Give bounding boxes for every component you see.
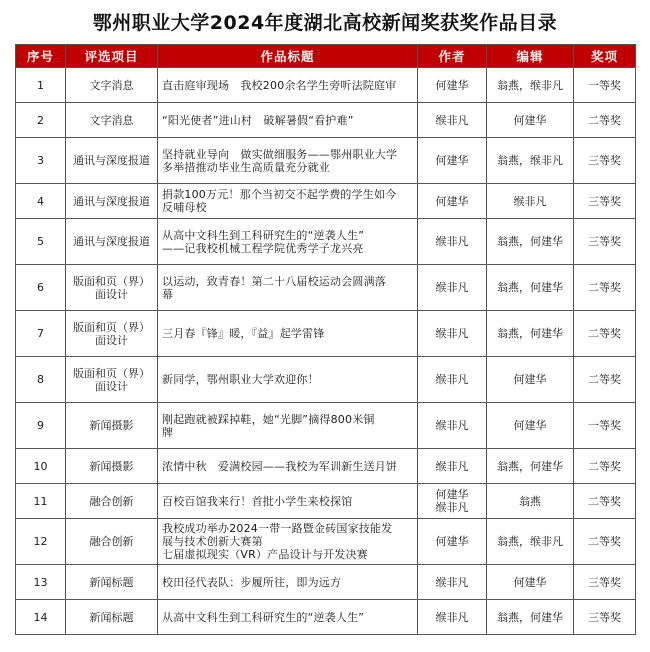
table-row	[16, 311, 636, 357]
cell-author	[418, 138, 487, 184]
table-row	[16, 265, 636, 311]
cell-author	[418, 219, 487, 265]
table-row	[16, 600, 636, 635]
cell-category-line: 通讯与深度报道	[73, 235, 150, 248]
cell-work-title-line: 从高中文科生到工科研究生的“逆袭人生”	[162, 610, 365, 624]
cell-editor	[487, 138, 574, 184]
cell-seq: 6	[16, 265, 66, 311]
table-row	[16, 357, 636, 403]
cell-work-title-line: 展与技术创新大赛第	[162, 535, 263, 548]
cell-author	[418, 311, 487, 357]
cell-work-title-line: 百校百馆我来行！首批小学生来校探馆	[162, 494, 353, 508]
cell-category-line: 版面和页（界）	[73, 320, 150, 334]
cell-award: 二等奖	[574, 449, 636, 484]
cell-category-line: 新闻标题	[89, 610, 134, 624]
cell-category	[66, 600, 158, 635]
cell-award: 二等奖	[574, 357, 636, 403]
cell-seq: 3	[16, 138, 66, 184]
header-award: 奖项	[574, 45, 636, 68]
cell-work-title-line: 新同学，鄂州职业大学欢迎你！	[162, 373, 319, 386]
cell-author-line: 缑非凡	[435, 459, 469, 473]
cell-author	[418, 265, 487, 311]
cell-author	[418, 403, 487, 449]
cell-author	[418, 565, 487, 600]
cell-category-line: 新闻标题	[89, 575, 134, 589]
cell-author	[418, 68, 487, 103]
cell-category	[66, 519, 158, 565]
cell-editor	[487, 519, 574, 565]
cell-category-line: 面设计	[95, 379, 128, 393]
table-body	[16, 68, 636, 635]
cell-category	[66, 357, 158, 403]
table-row	[16, 519, 636, 565]
cell-work-title	[158, 219, 418, 265]
cell-award: 二等奖	[574, 311, 636, 357]
cell-editor-line: 翁燕，缑非凡	[497, 535, 563, 548]
cell-author-line: 缑非凡	[435, 575, 469, 589]
cell-work-title-line: 幕	[162, 287, 174, 301]
cell-work-title-line: 校田径代表队：步履所往，即为远方	[162, 575, 342, 589]
cell-award: 三等奖	[574, 184, 636, 219]
cell-work-title-line: “阳光使者”进山村 破解暑假“看护难”	[162, 113, 354, 127]
cell-work-title	[158, 103, 418, 138]
cell-author-line: 何建华	[435, 154, 469, 167]
cell-category	[66, 103, 158, 138]
cell-category-line: 通讯与深度报道	[73, 154, 150, 167]
cell-award: 二等奖	[574, 265, 636, 311]
cell-author-line: 缑非凡	[435, 501, 469, 514]
cell-editor	[487, 403, 574, 449]
cell-work-title	[158, 184, 418, 219]
table-row	[16, 219, 636, 265]
cell-work-title-line: 多举措推动毕业生高质量充分就业	[162, 160, 330, 174]
cell-editor-line: 何建华	[513, 575, 547, 589]
cell-category	[66, 184, 158, 219]
cell-category	[66, 68, 158, 103]
cell-seq: 11	[16, 484, 66, 519]
cell-category-line: 面设计	[95, 287, 128, 301]
table-row	[16, 403, 636, 449]
cell-award: 二等奖	[574, 103, 636, 138]
cell-seq: 8	[16, 357, 66, 403]
cell-author-line: 缑非凡	[435, 610, 469, 624]
cell-category-line: 融合创新	[89, 535, 134, 548]
cell-editor	[487, 103, 574, 138]
page-title: 鄂州职业大学2024年度湖北高校新闻奖获奖作品目录	[92, 12, 558, 34]
cell-award: 二等奖	[574, 519, 636, 565]
cell-work-title-line: 坚持就业导向 做实做细服务——鄂州职业大学	[162, 147, 398, 161]
cell-work-title-line: 七届虚拟现实（VR）产品设计与开发决赛	[162, 548, 368, 561]
cell-work-title-line: 三月春『锋』暖，『益』起学雷锋	[162, 327, 325, 340]
cell-editor	[487, 357, 574, 403]
cell-work-title-line: 刚起跑就被踩掉鞋，她“光脚”摘得800米铜	[162, 412, 375, 426]
cell-work-title	[158, 357, 418, 403]
cell-seq: 2	[16, 103, 66, 138]
cell-author-line: 缑非凡	[435, 235, 469, 248]
cell-award: 三等奖	[574, 565, 636, 600]
cell-work-title	[158, 311, 418, 357]
cell-category-line: 文字消息	[89, 78, 134, 92]
cell-work-title-line: 从高中文科生到工科研究生的“逆袭人生”	[162, 228, 365, 242]
cell-author-line: 缑非凡	[435, 113, 469, 127]
cell-author	[418, 103, 487, 138]
cell-seq: 7	[16, 311, 66, 357]
cell-category-line: 融合创新	[89, 494, 134, 508]
header-category: 评选项目	[66, 45, 158, 68]
cell-editor-line: 翁燕，何建华	[497, 327, 563, 340]
cell-category-line: 新闻摄影	[89, 419, 134, 432]
cell-author	[418, 519, 487, 565]
cell-award: 三等奖	[574, 600, 636, 635]
cell-category-line: 文字消息	[89, 113, 134, 127]
cell-seq: 13	[16, 565, 66, 600]
cell-work-title-line: 反哺母校	[162, 201, 207, 214]
header-work-title: 作品标题	[158, 45, 418, 68]
table-row	[16, 565, 636, 600]
cell-work-title	[158, 600, 418, 635]
cell-work-title-line: 捐款100万元！那个当初交不起学费的学生如今	[162, 188, 397, 201]
cell-seq: 12	[16, 519, 66, 565]
cell-editor	[487, 184, 574, 219]
cell-category-line: 新闻摄影	[89, 459, 134, 473]
cell-seq: 5	[16, 219, 66, 265]
cell-category	[66, 449, 158, 484]
table-row	[16, 103, 636, 138]
cell-author-line: 何建华	[435, 194, 469, 208]
cell-seq: 10	[16, 449, 66, 484]
cell-work-title-line: 我校成功举办2024一带一路暨金砖国家技能发	[162, 522, 393, 535]
cell-author-line: 缑非凡	[435, 327, 469, 340]
cell-editor-line: 何建华	[513, 113, 547, 127]
cell-editor	[487, 565, 574, 600]
cell-editor-line: 翁燕，缑非凡	[497, 154, 563, 167]
cell-work-title-line: 直击庭审现场 我校200余名学生旁听法院庭审	[162, 78, 397, 92]
cell-award: 一等奖	[574, 68, 636, 103]
cell-work-title	[158, 138, 418, 184]
cell-category-line: 面设计	[95, 333, 128, 347]
cell-category	[66, 311, 158, 357]
cell-editor	[487, 600, 574, 635]
table-row	[16, 68, 636, 103]
table-header-row	[16, 45, 636, 68]
cell-work-title-line: 以运动，致青春！第二十八届校运动会圆满落	[162, 274, 386, 288]
cell-work-title-line: 牌	[162, 425, 174, 439]
cell-award: 三等奖	[574, 219, 636, 265]
cell-seq: 1	[16, 68, 66, 103]
cell-work-title	[158, 403, 418, 449]
cell-category-line: 通讯与深度报道	[73, 194, 150, 208]
cell-work-title	[158, 449, 418, 484]
cell-author	[418, 484, 487, 519]
cell-work-title	[158, 484, 418, 519]
header-seq: 序号	[16, 45, 66, 68]
cell-award: 一等奖	[574, 403, 636, 449]
cell-seq: 14	[16, 600, 66, 635]
cell-work-title	[158, 265, 418, 311]
cell-seq: 9	[16, 403, 66, 449]
cell-work-title	[158, 565, 418, 600]
cell-author	[418, 184, 487, 219]
cell-seq: 4	[16, 184, 66, 219]
cell-work-title	[158, 519, 418, 565]
cell-category	[66, 565, 158, 600]
cell-award: 三等奖	[574, 138, 636, 184]
cell-category	[66, 138, 158, 184]
cell-category-line: 版面和页（界）	[73, 274, 150, 288]
award-table	[15, 44, 636, 635]
cell-author-line: 缑非凡	[435, 373, 469, 386]
table-row	[16, 184, 636, 219]
cell-category	[66, 219, 158, 265]
cell-author-line: 何建华	[435, 535, 469, 548]
cell-author	[418, 357, 487, 403]
cell-editor-line: 翁燕	[519, 494, 541, 508]
cell-author-line: 何建华	[435, 78, 469, 92]
cell-editor	[487, 265, 574, 311]
cell-category	[66, 403, 158, 449]
cell-work-title-line: 浓情中秋 爱满校园——我校为军训新生送月饼	[162, 459, 398, 473]
cell-award: 二等奖	[574, 484, 636, 519]
header-editor: 编辑	[487, 45, 574, 68]
table-row	[16, 449, 636, 484]
cell-author	[418, 600, 487, 635]
cell-editor	[487, 484, 574, 519]
cell-editor	[487, 449, 574, 484]
cell-editor-line: 翁燕，何建华	[497, 235, 563, 248]
table-row	[16, 484, 636, 519]
cell-editor-line: 翁燕，何建华	[497, 610, 563, 624]
cell-author-line: 何建华	[435, 488, 469, 501]
cell-editor-line: 何建华	[513, 373, 547, 386]
cell-editor-line: 何建华	[513, 419, 547, 432]
cell-editor-line: 翁燕，何建华	[497, 281, 563, 294]
table-row	[16, 138, 636, 184]
cell-author-line: 缑非凡	[435, 419, 469, 432]
cell-editor	[487, 219, 574, 265]
cell-category	[66, 265, 158, 311]
cell-author-line: 缑非凡	[435, 281, 469, 294]
cell-editor-line: 翁燕，何建华	[497, 459, 563, 473]
cell-editor	[487, 68, 574, 103]
cell-author	[418, 449, 487, 484]
cell-editor-line: 翁燕，缑非凡	[497, 78, 563, 92]
cell-editor-line: 缑非凡	[513, 194, 547, 208]
cell-category-line: 版面和页（界）	[73, 366, 150, 380]
cell-category	[66, 484, 158, 519]
header-author: 作者	[418, 45, 487, 68]
cell-work-title-line: ——记我校机械工程学院优秀学子龙兴亮	[162, 241, 364, 255]
cell-work-title	[158, 68, 418, 103]
cell-editor	[487, 311, 574, 357]
